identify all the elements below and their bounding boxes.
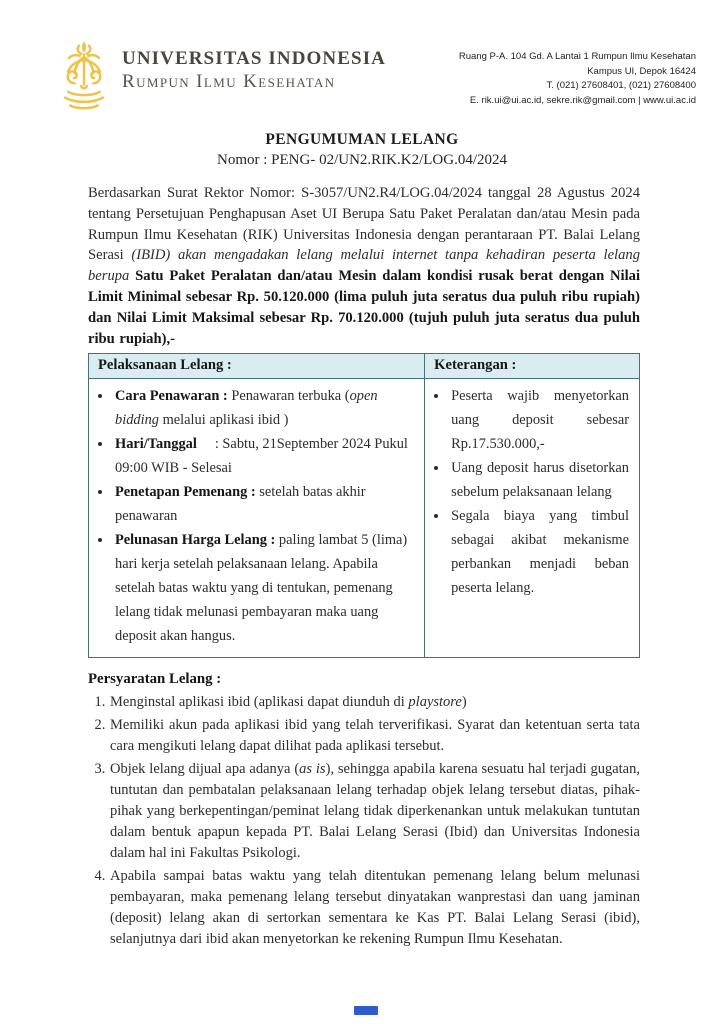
- institution-name: UNIVERSITAS INDONESIA: [122, 48, 387, 69]
- division-name: Rumpun Ilmu Kesehatan: [122, 71, 336, 92]
- note-item: • Uang deposit harus disetorkan sebelum pelaksanaan lelang: [449, 456, 629, 504]
- contact-email-web: E. rik.ui@ui.ac.id, sekre.rik@gmail.com | www.ui.ac.id: [469, 95, 696, 107]
- notes-cell: [425, 379, 640, 658]
- document-title: PENGUMUMAN LELANG: [265, 131, 459, 148]
- note-item: • Segala biaya yang timbul sebagai akibat mekanisme perbankan menjadi beban peserta lelang.: [449, 504, 629, 600]
- intro-paragraph: [88, 183, 640, 349]
- execution-item: • Penetapan Pemenang : setelah batas akhir penawaran: [113, 480, 414, 528]
- execution-item: • Pelunasan Harga Lelang : paling lambat 5 (lima) hari kerja setelah pelaksanaan lelang. Apabila setelah batas waktu yang di tentukan, pemenang lelang tidak melunasi pembayaran maka uang deposit akan hangus.: [113, 528, 414, 648]
- execution-cell: [89, 379, 425, 658]
- contact-phone: T. (021) 27608401, (021) 27608400: [546, 80, 696, 92]
- intro-bold-text: Satu Paket Peralatan dan/atau Mesin dalam kondisi rusak berat dengan Nilai Limit Minimal sebesar Rp. 50.120.000 (lima puluh juta seratus dua puluh ribu rupiah) dan Nilai Limit Maksimal sebesar Rp. 70.120.000 (tujuh puluh juta seratus dua puluh ribu rupiah),-: [88, 268, 640, 347]
- document-body: [88, 183, 640, 952]
- letterhead: [48, 36, 696, 120]
- document-title-block: [0, 131, 724, 169]
- contact-address-line2: Kampus UI, Depok 16424: [587, 65, 696, 77]
- table-header-row: [89, 354, 640, 379]
- requirement-item: 3. Objek lelang dijual apa adanya (as is), sehingga apabila karena sesuatu hal terjadi gugatan, tuntutan dan pembatalan pelaksanaan lelang terhadap objek lelang tersebut diatas, pihak-pihak yang berkepentingan/peminat lelang tidak diperkenankan untuk melakukan tuntutan dalam bentuk apapun kepada PT. Balai Lelang Serasi (Ibid) dan Universitas Indonesia dalam hal ini Fakultas Psikologi.: [109, 759, 640, 864]
- column-header-keterangan: Keterangan :: [425, 354, 640, 379]
- column-header-pelaksanaan: Pelaksanaan Lelang :: [89, 354, 425, 379]
- contact-info: [459, 50, 696, 109]
- intro-normal-text: Berdasarkan Surat Rektor Nomor: S-3057/UN2.R4/LOG.04/2024 tanggal 28 Agustus 2024 tentang Persetujuan Penghapusan Aset UI Berupa Satu Paket Peralatan dan/atau Mesin pada Rumpun Ilmu Kesehatan (RIK) Universitas Indonesia dengan perantaraan PT. Balai Lelang Serasi: [88, 185, 640, 264]
- intro-italic-text: (IBID) akan mengadakan lelang melalui internet tanpa kehadiran peserta lelang berupa: [88, 247, 640, 285]
- blue-mark: [354, 1006, 378, 1015]
- execution-item: • Hari/Tanggal : Sabtu, 21September 2024 Pukul 09:00 WIB - Selesai: [113, 432, 414, 480]
- requirement-item: 2. Memiliki akun pada aplikasi ibid yang telah terverifikasi. Syarat dan ketentuan serta tata cara mengikuti lelang dapat dilihat pada aplikasi tersebut.: [109, 715, 640, 757]
- document-number: Nomor : PENG- 02/UN2.RIK.K2/LOG.04/2024: [217, 152, 507, 168]
- organization-name-block: [122, 48, 386, 93]
- note-item: • Peserta wajib menyetorkan uang deposit sebesar Rp.17.530.000,-: [449, 384, 629, 456]
- execution-item: • Cara Penawaran : Penawaran terbuka (open bidding melalui aplikasi ibid ): [113, 384, 414, 432]
- requirements-list: [88, 692, 640, 950]
- requirement-item: 1. Menginstal aplikasi ibid (aplikasi dapat diunduh di playstore): [109, 692, 640, 713]
- requirement-item: 4. Apabila sampai batas waktu yang telah ditentukan pemenang lelang belum melunasi pembayaran, maka pemenang lelang tersebut dinyatakan wanprestasi dan uang jaminan (deposit) lelang akan di sertorkan sementara ke Kas PT. Balai Lelang Serasi (ibid), selanjutnya dari ibid akan menyetorkan ke rekening Rumpun Ilmu Kesehatan.: [109, 866, 640, 950]
- requirements-heading: Persyaratan Lelang :: [88, 671, 222, 688]
- ui-makara-logo-icon: [48, 38, 120, 114]
- auction-details-table: [88, 353, 640, 658]
- contact-address-line1: Ruang P-A. 104 Gd. A Lantai 1 Rumpun Ilmu Kesehatan: [458, 51, 696, 62]
- table-body-row: [89, 379, 640, 658]
